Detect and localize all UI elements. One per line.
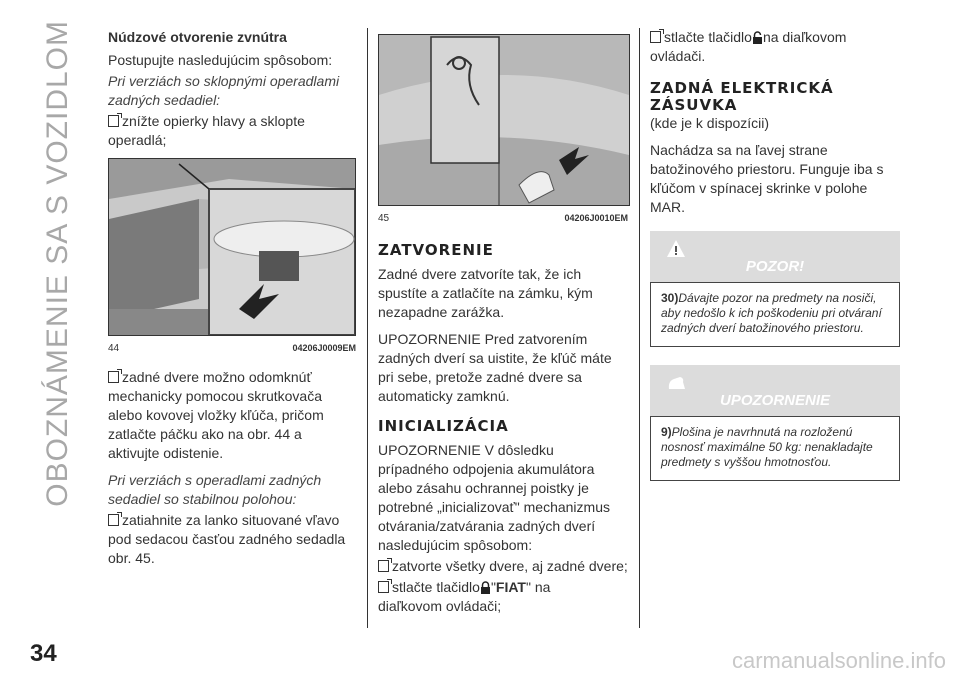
init-text: UPOZORNENIE V dôsledku prípadného odpojenia akumulátora alebo zásahu ochrannej poistky je potrebné „inicializovať" mechanizmus otvárania/zatvárania zadných dverí nasledujúcim spôsobom:	[378, 442, 610, 553]
step-3	[108, 511, 356, 568]
close-text: Zadné dvere zatvoríte tak, že ich spustíte a zatlačíte na zámku, kým nezapadne zarážka.	[378, 266, 593, 320]
init-step-2	[378, 578, 628, 616]
intro-text: Postupujte nasledujúcim spôsobom:	[108, 52, 333, 68]
watermark: carmanualsonline.info	[731, 648, 946, 673]
warning-text: UPOZORNENIE Pred zatvorením zadných dverí sa uistite, že kľúč máte pri sebe, pretože zadné dvere sa automaticky zamknú.	[378, 331, 612, 404]
sidebar	[30, 20, 86, 600]
init-step-1-text: zatvorte všetky dvere, aj zadné dvere;	[392, 558, 628, 574]
heading-close: ZATVORENIE	[378, 241, 494, 259]
step-2	[108, 368, 356, 463]
caution-text: Dávajte pozor na predmety na nosiči, aby nedošlo k ich poškodeniu pri otváraní zadných dverí batožinového priestoru.	[661, 291, 882, 335]
notice-number: 9)	[661, 425, 672, 439]
section-heading: Núdzové otvorenie zvnútra	[108, 29, 287, 45]
notice-box-header	[650, 365, 900, 416]
page-number: 34	[30, 640, 57, 667]
quote-open: "	[490, 579, 496, 595]
figure-number: 45	[378, 213, 390, 224]
step-2-text: zadné dvere možno odomknúť mechanicky pomocou skrutkovača alebo kovovej vložky kľúča, pričom zatlačte páčku ako na obr. 44 a aktivujte odistenie.	[108, 369, 324, 461]
socket-text: Nachádza sa na ľavej strane batožinového priestoru. Funguje iba s kľúčom v spínacej skrinke v polohe MAR.	[650, 142, 884, 215]
figure-code: 04206J0009EM	[292, 343, 356, 353]
heading-socket-sub: (kde je k dispozícii)	[650, 115, 770, 131]
unlock-step-text: stlačte tlačidlo	[664, 29, 752, 45]
brand-label: FIAT	[495, 579, 526, 595]
init-step-2-text-end: diaľkovom ovládači;	[378, 598, 502, 614]
bullet-icon	[650, 31, 661, 43]
warning-triangle-icon	[666, 239, 686, 259]
figure-45-caption	[378, 209, 628, 228]
caution-box-header	[650, 231, 900, 282]
figure-code: 04206J0010EM	[564, 213, 628, 223]
figure-45	[378, 34, 628, 228]
figure-44-image	[108, 158, 356, 336]
init-step-2-text: stlačte tlačidlo	[392, 579, 480, 595]
column-3	[650, 28, 900, 481]
column-divider-1	[367, 28, 368, 628]
init-step-1	[378, 557, 628, 576]
notice-text: Plošina je navrhnutá na rozloženú nosnosť maximálne 50 kg: nenakladajte predmety s vyššou hmotnosťou.	[661, 425, 873, 469]
sidebar-title: OBOZNÁMENIE SA S VOZIDLOM	[41, 20, 74, 507]
subheading-2: Pri verziách s operadlami zadných sedadiel so stabilnou polohou:	[108, 472, 322, 507]
column-1	[108, 28, 356, 576]
caution-box-body	[650, 282, 900, 347]
bullet-icon	[378, 581, 389, 593]
bullet-icon	[108, 371, 119, 383]
heading-init: INICIALIZÁCIA	[378, 417, 509, 435]
trunk-illustration	[109, 159, 355, 335]
caution-number: 30)	[661, 291, 679, 305]
figure-44-caption	[108, 339, 356, 358]
figure-45-image	[378, 34, 630, 206]
figure-number: 44	[108, 343, 120, 354]
hand-warning-icon	[666, 373, 688, 393]
bullet-icon	[378, 560, 389, 572]
unlock-step-text-2: na diaľkovom	[762, 29, 847, 45]
column-divider-2	[639, 28, 640, 628]
caution-box-title: POZOR!	[745, 258, 805, 275]
unlock-icon	[752, 31, 763, 44]
column-2	[378, 34, 628, 624]
notice-box	[650, 365, 900, 481]
step-1-text: znížte opierky hlavy a sklopte operadlá;	[108, 113, 305, 148]
notice-box-body	[650, 416, 900, 481]
step-3-text: zatiahnite za lanko situované vľavo pod sedacou časťou zadného sedadla obr. 45.	[108, 512, 346, 566]
heading-socket: ZADNÁ ELEKTRICKÁ ZÁSUVKA	[650, 79, 834, 114]
lock-icon	[480, 581, 491, 594]
seat-cable-illustration	[379, 35, 629, 205]
figure-44	[108, 158, 356, 358]
unlock-step	[650, 28, 900, 66]
bullet-icon	[108, 115, 119, 127]
step-1	[108, 112, 356, 150]
bullet-icon	[108, 514, 119, 526]
caution-box	[650, 231, 900, 347]
quote-close: " na	[526, 579, 551, 595]
subheading-1: Pri verziách so sklopnými operadlami zadných sedadiel:	[108, 73, 340, 108]
notice-box-title: UPOZORNENIE	[719, 392, 830, 409]
unlock-step-text-3: ovládači.	[650, 48, 706, 64]
